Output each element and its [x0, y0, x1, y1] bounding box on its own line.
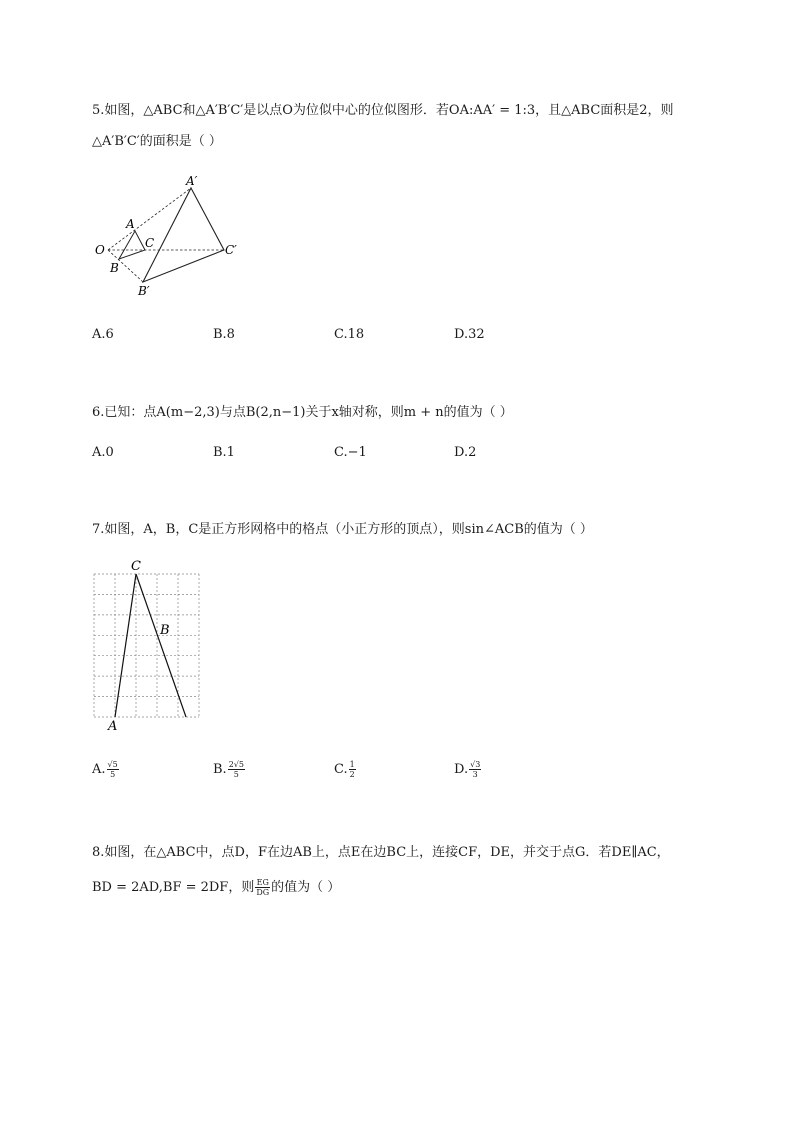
q5-option-c[interactable]: C.18	[334, 327, 365, 342]
q7-option-a[interactable]	[92, 760, 120, 779]
label-A-prime: A′	[186, 174, 198, 188]
label-B-prime: B′	[138, 284, 150, 298]
q7-option-c[interactable]	[334, 760, 357, 779]
q8-stem-line2	[92, 878, 340, 898]
q8-fraction: $\frac{EG}{DG}$	[256, 878, 270, 897]
segment-CB	[136, 574, 186, 717]
q7-stem: 7.如图，A，B，C是正方形网格中的格点（小正方形的顶点），则sin∠ACB的值为（ ）	[92, 522, 593, 537]
q6-option-b[interactable]: B.1	[213, 445, 235, 460]
q7-option-d[interactable]	[454, 760, 482, 779]
q7-option-b[interactable]	[213, 760, 246, 779]
q5-figure	[90, 170, 250, 300]
q6-option-d[interactable]: D.2	[454, 445, 477, 460]
label-C-prime: C′	[225, 243, 237, 257]
q8-question-tail: 的值为（ ）	[271, 880, 341, 895]
segment-AC	[115, 574, 136, 717]
q7-figure	[88, 556, 208, 736]
label-A: A	[108, 719, 118, 734]
label-C: C	[145, 236, 155, 250]
fraction: $\frac{√3}{3}$	[470, 760, 481, 779]
triangle-A-prime-B-prime-C-prime	[143, 188, 224, 282]
label-C: C	[131, 559, 141, 574]
q7-grid	[94, 574, 199, 717]
label-O: O	[95, 243, 105, 257]
option-prefix: B.	[213, 762, 227, 777]
option-prefix: A.	[92, 762, 106, 777]
q8-condition: BD = 2AD,BF = 2DF，则	[92, 880, 255, 895]
q5-option-a[interactable]: A.6	[92, 327, 114, 342]
q6-stem: 6.已知：点A(m−2,3)与点B(2,n−1)关于x轴对称，则m + n的值为（ ）	[92, 405, 513, 420]
q5-option-d[interactable]: D.32	[454, 327, 485, 342]
q5-stem-line1: 5.如图，△ABC和△A′B′C′是以点O为位似中心的位似图形．若OA:AA′ = 1:3，且△ABC面积是2，则	[92, 103, 674, 118]
q5-stem-line2: △A′B′C′的面积是（ ）	[92, 134, 222, 149]
label-A: A	[126, 217, 135, 231]
fraction: $\frac{2√5}{5}$	[228, 760, 244, 779]
q6-option-c[interactable]: C.−1	[334, 445, 367, 460]
triangle-ABC	[119, 231, 145, 259]
q7-triangle	[115, 574, 186, 717]
option-prefix: C.	[334, 762, 348, 777]
q8-stem-line1: 8.如图，在△ABC中，点D，F在边AB上，点E在边BC上，连接CF，DE，并交于点G．若DE∥AC，	[92, 845, 670, 860]
fraction: $\frac{√5}{5}$	[107, 760, 118, 779]
option-prefix: D.	[454, 762, 469, 777]
label-B: B	[110, 261, 119, 275]
fraction: $\frac{1}{2}$	[349, 760, 355, 779]
q5-dashed-rays	[108, 188, 224, 282]
label-B: B	[160, 623, 170, 638]
q5-option-b[interactable]: B.8	[213, 327, 235, 342]
q6-option-a[interactable]: A.0	[92, 445, 114, 460]
